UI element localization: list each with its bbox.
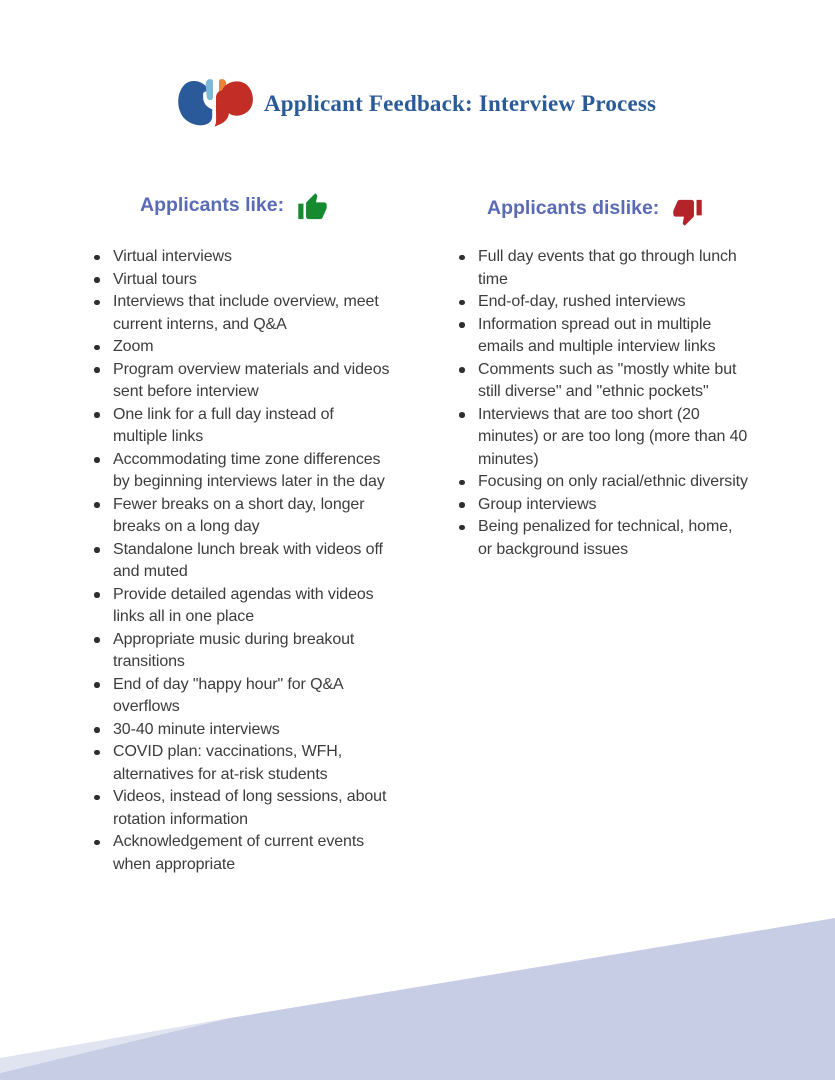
list-item: Full day events that go through lunch time: [457, 246, 748, 291]
list-item: Focusing on only racial/ethnic diversity: [457, 471, 748, 494]
like-heading-label: Applicants like:: [140, 193, 285, 216]
list-item: Videos, instead of long sessions, about rotation information: [92, 786, 392, 831]
dislike-items-list: [457, 246, 748, 561]
list-item: Provide detailed agendas with videos links all in one place: [92, 584, 392, 629]
header: [178, 76, 656, 132]
list-item: End-of-day, rushed interviews: [457, 291, 748, 314]
list-item: 30-40 minute interviews: [92, 719, 392, 742]
like-column-heading: [140, 187, 328, 223]
list-item: Virtual interviews: [92, 246, 392, 269]
dislike-column-heading: [487, 189, 703, 227]
list-item: Comments such as "mostly white but still diverse" and "ethnic pockets": [457, 359, 748, 404]
list-item: Acknowledgement of current events when appropriate: [92, 831, 392, 876]
list-item: Interviews that include overview, meet current interns, and Q&A: [92, 291, 392, 336]
list-item: One link for a full day instead of multiple links: [92, 404, 392, 449]
list-item: Group interviews: [457, 494, 748, 517]
page-title: Applicant Feedback: Interview Process: [264, 91, 657, 116]
list-item: End of day "happy hour" for Q&A overflows: [92, 674, 392, 719]
list-item: COVID plan: vaccinations, WFH, alternatives for at-risk students: [92, 741, 392, 786]
list-item: Fewer breaks on a short day, longer breaks on a long day: [92, 494, 392, 539]
list-item: Appropriate music during breakout transitions: [92, 629, 392, 674]
list-item: Interviews that are too short (20 minutes) or are too long (more than 40 minutes): [457, 404, 748, 472]
brain-psi-logo-icon: [178, 76, 254, 132]
like-items-list: [92, 246, 392, 876]
list-item: Standalone lunch break with videos off and muted: [92, 539, 392, 584]
list-item: Zoom: [92, 336, 392, 359]
thumbs-up-icon: [297, 192, 328, 223]
list-item: Accommodating time zone differences by beginning interviews later in the day: [92, 449, 392, 494]
list-item: Virtual tours: [92, 269, 392, 292]
dislike-heading-label: Applicants dislike:: [487, 196, 660, 219]
list-item: Information spread out in multiple emails and multiple interview links: [457, 314, 748, 359]
thumbs-down-icon: [672, 196, 703, 227]
list-item: Program overview materials and videos sent before interview: [92, 359, 392, 404]
list-item: Being penalized for technical, home, or background issues: [457, 516, 748, 561]
